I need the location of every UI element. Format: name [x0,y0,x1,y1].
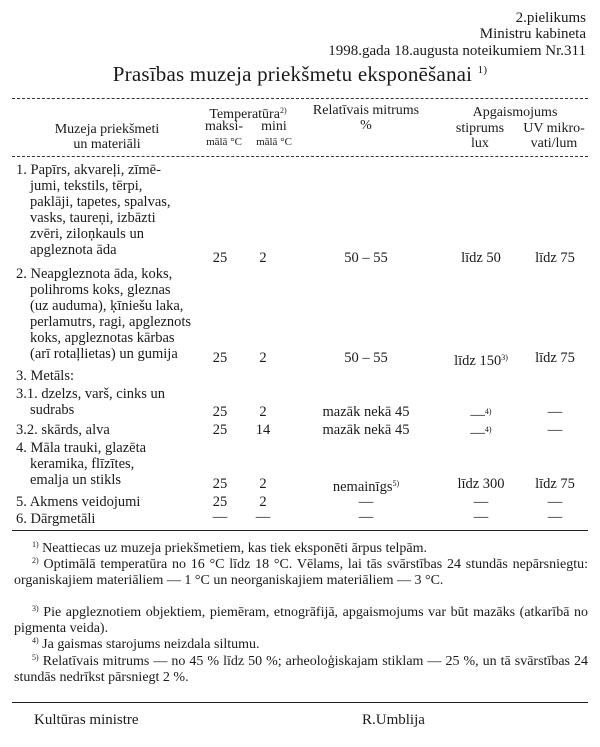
table-row-3-1-material [16,386,196,418]
table-row-4-line3: emalja un stikls [30,472,122,488]
table-row-2-line1: 2. Neapgleznota āda, koks, [16,266,173,282]
table-row-3-2-lux-note: 4) [484,425,492,434]
table-row-1-uv: līdz 75 [535,250,575,266]
table-row-6-lux: — [473,509,489,525]
table-row-2-lux-note: 3) [501,353,508,362]
footnote-5-text: Relatīvais mitrums — no 45 % līdz 50 %; arheoloģiskajam stiklam — 25 %, un tā svārstības 24 stundās nedrīkst pārsniegt 2 %. [14,654,588,685]
footnote-2-text: Optimālā temperatūra no 16 °C līdz 18 °C. Vēlams, lai tās svārstības 24 stundās nepārsniegtu: organiskajiem materiāliem — 1 °C un neorganiskajiem materiāliem — 3 °C. [14,557,588,588]
table-row-3-1-line2: sudrabs [30,402,75,418]
table-row-3-1-humidity: mazāk nekā 45 [322,404,410,420]
header-uv-line1: UV mikro- [523,121,585,136]
signatory-role: Kultūras ministre [34,712,139,728]
header-lighting: Apgaismojums [472,105,558,120]
table-row-4-material [16,440,196,488]
table-row-5-material [16,494,196,510]
document-title [0,62,600,87]
signatory-name: R.Umblija [362,712,425,728]
header-uv-line2: vati/lum [530,136,578,151]
table-row-3-1-lux-note: 4) [484,407,492,416]
header-humidity-line2: % [360,118,372,133]
table-row-6-line1: 6. Dārgmetāli [16,511,96,527]
header-intensity [440,121,520,151]
header-temp-min-line2: mālā °C [256,136,292,148]
table-row-3-2-max: 25 [212,422,228,438]
table-row-3-1-max: 25 [212,404,228,420]
table-row-1-max: 25 [212,250,228,266]
header-temp-min-line1: mini [261,119,287,134]
footnote-2-number: 2) [32,556,39,565]
annex-number: 2.pielikums [515,10,586,26]
table-row-4-min: 2 [259,476,267,492]
table-row-6-material [16,511,196,527]
header-materials [22,122,192,152]
issuing-body: Ministru kabineta [479,26,586,42]
table-row-4-lux: līdz 300 [457,476,505,492]
table-row-5-min: 2 [259,494,267,510]
table-row-6-max: — [212,509,228,525]
table-row-1-line2: jumi, tekstils, tērpi, [30,178,143,194]
table-row-3-material [16,368,196,384]
table-row-1-line6: apgleznota āda [30,242,117,258]
table-row-1-lux: līdz 50 [461,250,501,266]
table-row-5-uv: — [547,494,563,510]
table-row-4-humidity: nemainīgs$^{5)}$ [332,479,400,495]
table-row-4-max: 25 [212,476,228,492]
header-temperature-note: 2) [279,106,287,115]
table-row-2-max: 25 [212,350,228,366]
header-materials-line1: Muzeja priekšmeti [54,122,160,137]
header-intensity-line2: lux [471,136,489,151]
table-row-6-humidity: — [358,509,374,525]
table-row-4-line2: keramika, flīzītes, [30,456,135,472]
table-header-rule [12,156,588,157]
footnote-5 [14,650,588,686]
table-row-1-line1: 1. Papīrs, akvareļi, zīmē- [16,162,161,178]
header-materials-line2: un materiāli [73,137,141,152]
table-row-2-material [16,266,196,362]
header-temp-max-line2: mālā °C [206,136,242,148]
table-row-4-humidity-note: 5) [392,479,400,488]
table-row-3-1-uv: — [547,404,563,420]
table-row-1-material [16,162,196,258]
table-row-3-2-material [16,422,196,438]
table-row-2-line4: perlamutrs, ragi, apgleznots [30,314,192,330]
table-row-3-1-lux: —$^{4)}$ [470,407,492,423]
table-top-rule [12,98,588,99]
table-row-1-line4: vasks, taureņi, izbāzti [30,210,156,226]
header-temp-max [198,119,250,150]
table-row-2-line6: (arī rotaļlietas) un gumija [30,346,178,362]
table-row-3-1-min: 2 [259,404,267,420]
table-row-3-2-uv: — [547,422,563,438]
title-text: Prasības muzeja priekšmetu eksponēšanai [112,62,473,86]
footnote-4-text: Ja gaismas starojums neizdala siltumu. [42,637,260,652]
footnote-3 [14,601,588,637]
header-uv [518,121,590,151]
regulation-reference: 1998.gada 18.augusta noteikumiem Nr.311 [328,43,586,59]
footnote-4-number: 4) [32,636,39,645]
header-humidity-line1: Relatīvais mitrums [312,103,420,118]
table-row-2-humidity: 50 – 55 [344,350,388,366]
header-humidity [300,103,432,133]
header-temp-min [248,119,300,150]
table-row-3-2-line1: 3.2. skārds, alva [16,422,110,438]
table-row-3-2-lux: —$^{4)}$ [470,425,492,441]
footnote-5-number: 5) [32,653,39,662]
table-row-6-uv: — [547,509,563,525]
header-temperature-label: Temperatūra [209,107,280,122]
table-row-4-line1: 4. Māla trauki, glazēta [16,440,147,456]
table-row-2-uv: līdz 75 [535,350,575,366]
footnote-1-number: 1) [32,540,39,549]
title-footnote-marker: 1) [477,64,488,76]
header-intensity-line1: stiprums [455,121,505,136]
table-row-2-line5: koks, apgleznotas kārbas [30,330,175,346]
signature-rule [12,702,588,703]
table-bottom-rule [12,530,588,531]
table-row-5-max: 25 [212,494,228,510]
table-row-1-line3: paklāji, tapetes, spalvas, [30,194,171,210]
table-row-1-humidity: 50 – 55 [344,250,388,266]
table-row-5-humidity: — [358,494,374,510]
footnote-1-text: Neattiecas uz muzeja priekšmetiem, kas tiek eksponēti ārpus telpām. [42,541,428,556]
table-row-2-lux: līdz 150$^{3)}$ [454,353,508,369]
table-row-1-min: 2 [259,250,267,266]
table-row-2-min: 2 [259,350,267,366]
table-row-2-line3: (uz auduma), ķīniešu laka, [30,298,184,314]
table-row-3-2-humidity: mazāk nekā 45 [322,422,410,438]
table-row-5-line1: 5. Akmens veidojumi [16,494,141,510]
table-row-5-lux: — [473,494,489,510]
header-temp-max-line1: maksi- [204,119,244,134]
table-row-4-uv: līdz 75 [535,476,575,492]
footnote-2 [14,553,588,589]
footnote-3-number: 3) [32,604,39,613]
table-row-2-line2: polihroms koks, gleznas [30,282,171,298]
table-row-3-line1: 3. Metāls: [16,368,74,384]
table-row-3-1-line1: 3.1. dzelzs, varš, cinks un [16,386,165,402]
table-row-6-min: — [255,509,271,525]
footnote-3-text: Pie apgleznotiem objektiem, piemēram, etnogrāfijā, apgaismojums var būt mazāks (atkarībā no pigmenta veida). [14,605,589,636]
table-row-3-2-min: 14 [255,422,271,438]
table-row-1-line5: zvēri, ziloņkauls un [30,226,144,242]
